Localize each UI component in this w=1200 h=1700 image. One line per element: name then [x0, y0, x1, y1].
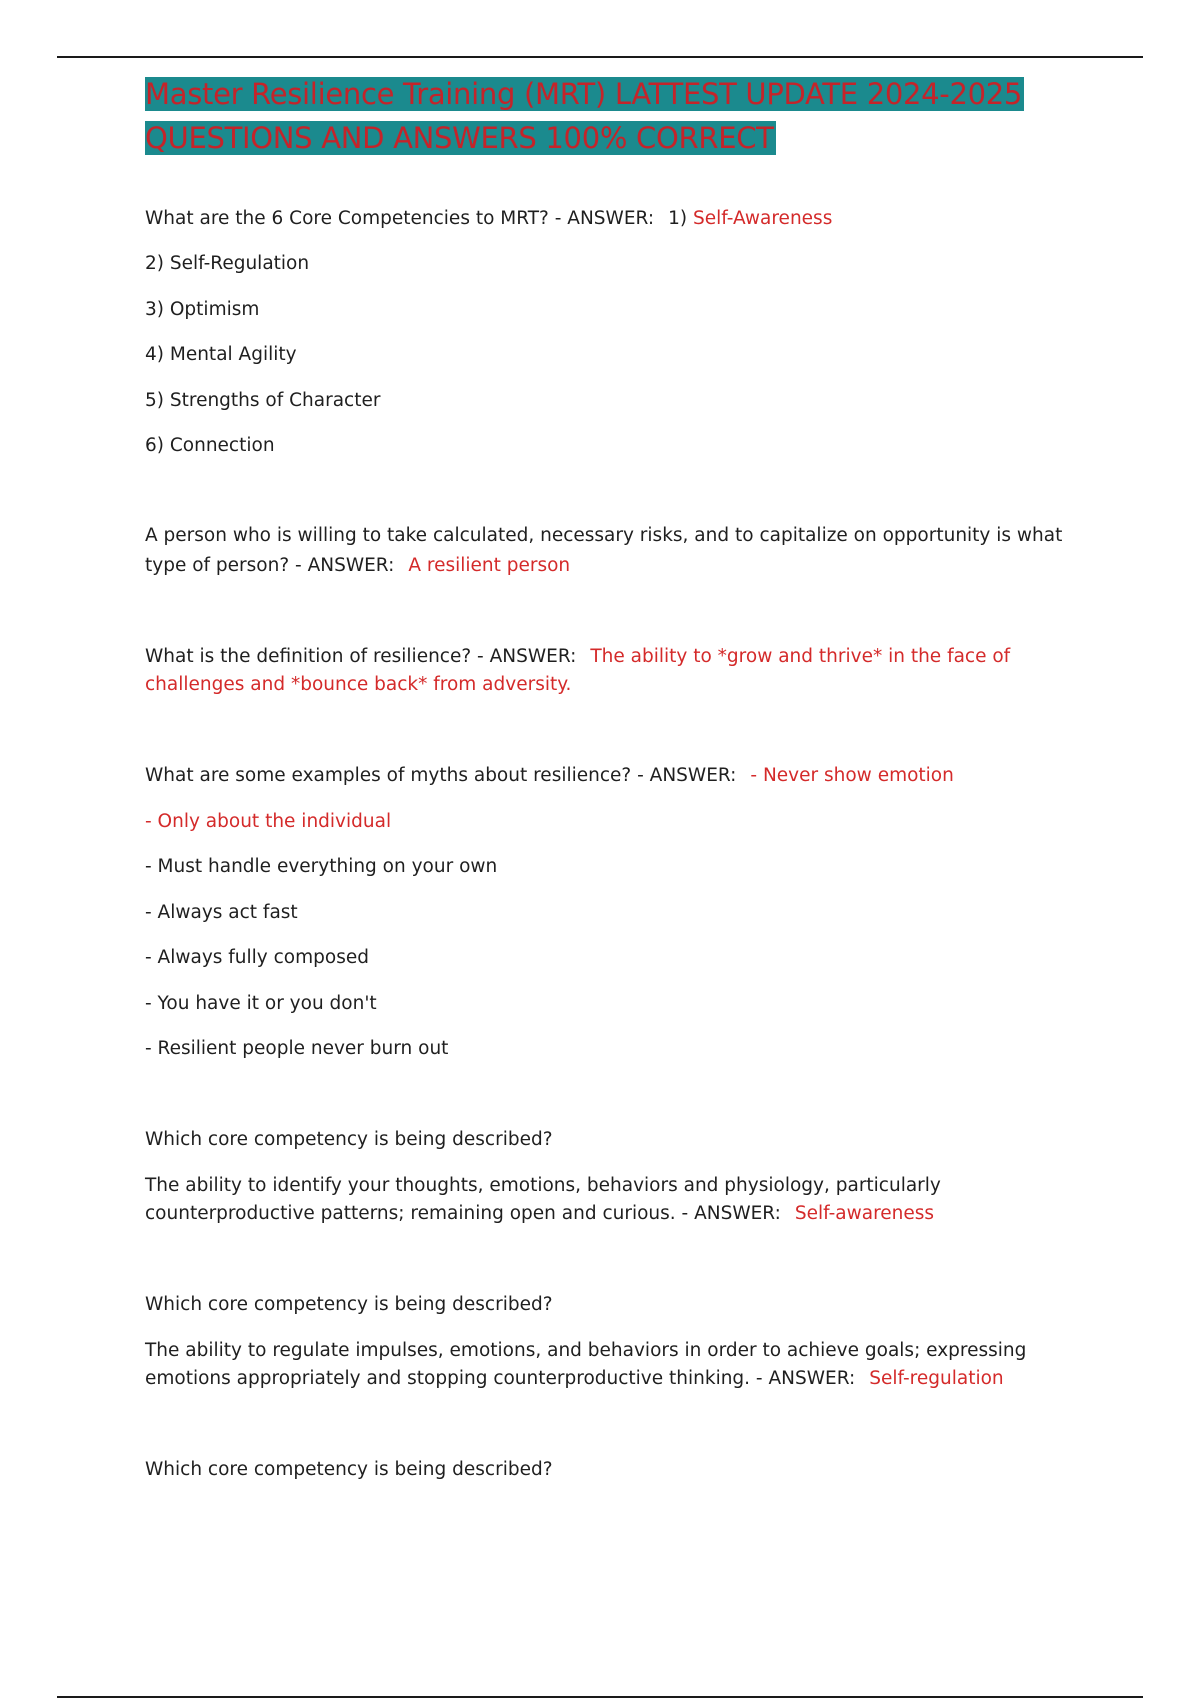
q6-description-line-1: The ability to regulate impulses, emotions, and behaviors in order to achieve goals; expressing	[145, 1340, 1027, 1361]
q1-item: 4) Mental Agility	[145, 344, 297, 365]
q4-question-line	[145, 762, 954, 790]
q2-answer: A resilient person	[408, 555, 571, 576]
q1-item: 5) Strengths of Character	[145, 390, 381, 411]
q3-answer-line-1: The ability to *grow and thrive* in the face of	[590, 646, 1011, 667]
q5-description-line-2	[145, 1200, 934, 1228]
q1-item: 2) Self-Regulation	[145, 253, 310, 274]
q4-item: - Always fully composed	[145, 947, 369, 968]
q4-item: - You have it or you don't	[145, 993, 377, 1014]
q2-question: type of person? - ANSWER:	[145, 555, 395, 576]
q4-item: - Always act fast	[145, 902, 298, 923]
q4-item: - Resilient people never burn out	[145, 1038, 449, 1059]
document-title	[145, 72, 1065, 160]
q4-answer-1: - Never show emotion	[750, 765, 954, 786]
q6-description-line-2	[145, 1365, 1004, 1393]
q1-item: 3) Optimism	[145, 299, 260, 320]
q3-answer-line-2: challenges and *bounce back* from adversity.	[145, 674, 572, 695]
q1-question-line	[145, 205, 832, 233]
q3-question: What is the definition of resilience? - ANSWER:	[145, 646, 577, 667]
q7-heading: Which core competency is being described?	[145, 1459, 553, 1480]
q4-answer-2: - Only about the individual	[145, 811, 392, 832]
q4-item: - Must handle everything on your own	[145, 856, 498, 877]
q2-question-line-1: A person who is willing to take calculated, necessary risks, and to capitalize on opportunity is what	[145, 525, 1063, 546]
q6-answer: Self-regulation	[869, 1368, 1004, 1389]
top-rule	[57, 56, 1143, 58]
q4-question: What are some examples of myths about resilience? - ANSWER:	[145, 765, 737, 786]
q6-description: emotions appropriately and stopping counterproductive thinking. - ANSWER:	[145, 1368, 856, 1389]
q5-description-line-1: The ability to identify your thoughts, emotions, behaviors and physiology, particularly	[145, 1175, 941, 1196]
q5-description: counterproductive patterns; remaining open and curious. - ANSWER:	[145, 1203, 781, 1224]
q6-heading: Which core competency is being described?	[145, 1294, 553, 1315]
title-line-2: QUESTIONS AND ANSWERS 100% CORRECT	[145, 121, 774, 155]
q1-item: 6) Connection	[145, 435, 275, 456]
title-line-1: Master Resilience Training (MRT) LATTEST UPDATE 2024-2025	[145, 77, 1023, 111]
q2-question-line-2	[145, 552, 570, 580]
q1-answer: Self-Awareness	[692, 208, 833, 229]
q5-answer: Self-awareness	[794, 1203, 935, 1224]
q1-answer-prefix: 1)	[668, 208, 688, 229]
q1-question: What are the 6 Core Competencies to MRT? - ANSWER:	[145, 208, 655, 229]
q5-heading: Which core competency is being described?	[145, 1129, 553, 1150]
bottom-rule	[57, 1696, 1143, 1698]
q3-question-line	[145, 643, 1010, 671]
